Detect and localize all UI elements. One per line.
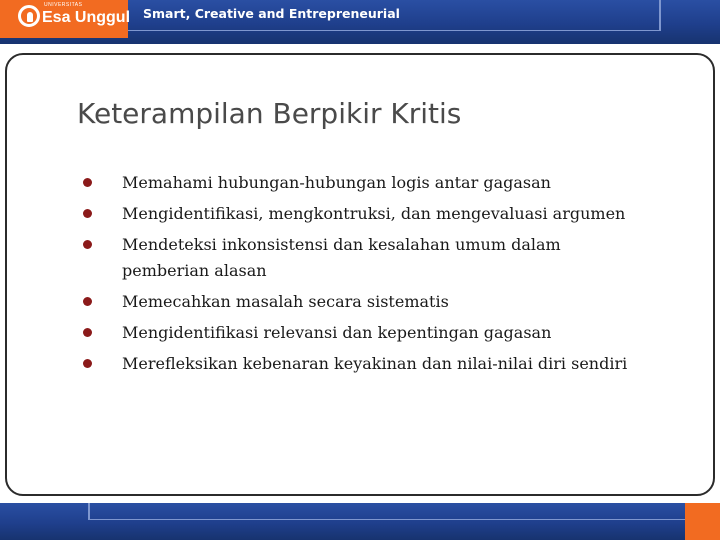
bullet-dot-icon [83,209,92,218]
bullet-dot-icon [83,328,92,337]
list-item-text: Mengidentifikasi relevansi dan kepentingan gagasan [122,323,552,342]
footer-accent [685,503,720,540]
tagline: Smart, Creative and Entrepreneurial [143,6,400,21]
header-divider-vertical [659,0,661,31]
logo [0,0,131,38]
logo-text: Esa Unggul [42,9,131,26]
list-item-text: Mengidentifikasi, mengkontruksi, dan mengevaluasi argumen [122,204,626,223]
list-item [80,289,640,315]
list-item [80,170,640,196]
header-divider [128,30,660,31]
logo-small-text: UNIVERSITAS [44,2,83,8]
list-item [80,351,640,377]
list-item [80,201,640,227]
footer-divider-vertical [88,503,90,520]
list-item-text: Merefleksikan kebenaran keyakinan dan nilai-nilai diri sendiri [122,354,628,373]
list-item [80,320,640,346]
list-item [80,232,640,284]
bullet-dot-icon [83,359,92,368]
bullet-dot-icon [83,178,92,187]
esa-unggul-logo-icon [18,5,40,27]
bullet-dot-icon [83,297,92,306]
list-item-text: Memecahkan masalah secara sistematis [122,292,449,311]
bullet-list [80,170,640,382]
footer-divider [90,519,685,520]
list-item-text: Mendeteksi inkonsistensi dan kesalahan umum dalam pemberian alasan [122,235,561,280]
footer-bar [0,503,720,540]
list-item-text: Memahami hubungan-hubungan logis antar gagasan [122,173,551,192]
bullet-dot-icon [83,240,92,249]
slide-title: Keterampilan Berpikir Kritis [77,97,462,130]
